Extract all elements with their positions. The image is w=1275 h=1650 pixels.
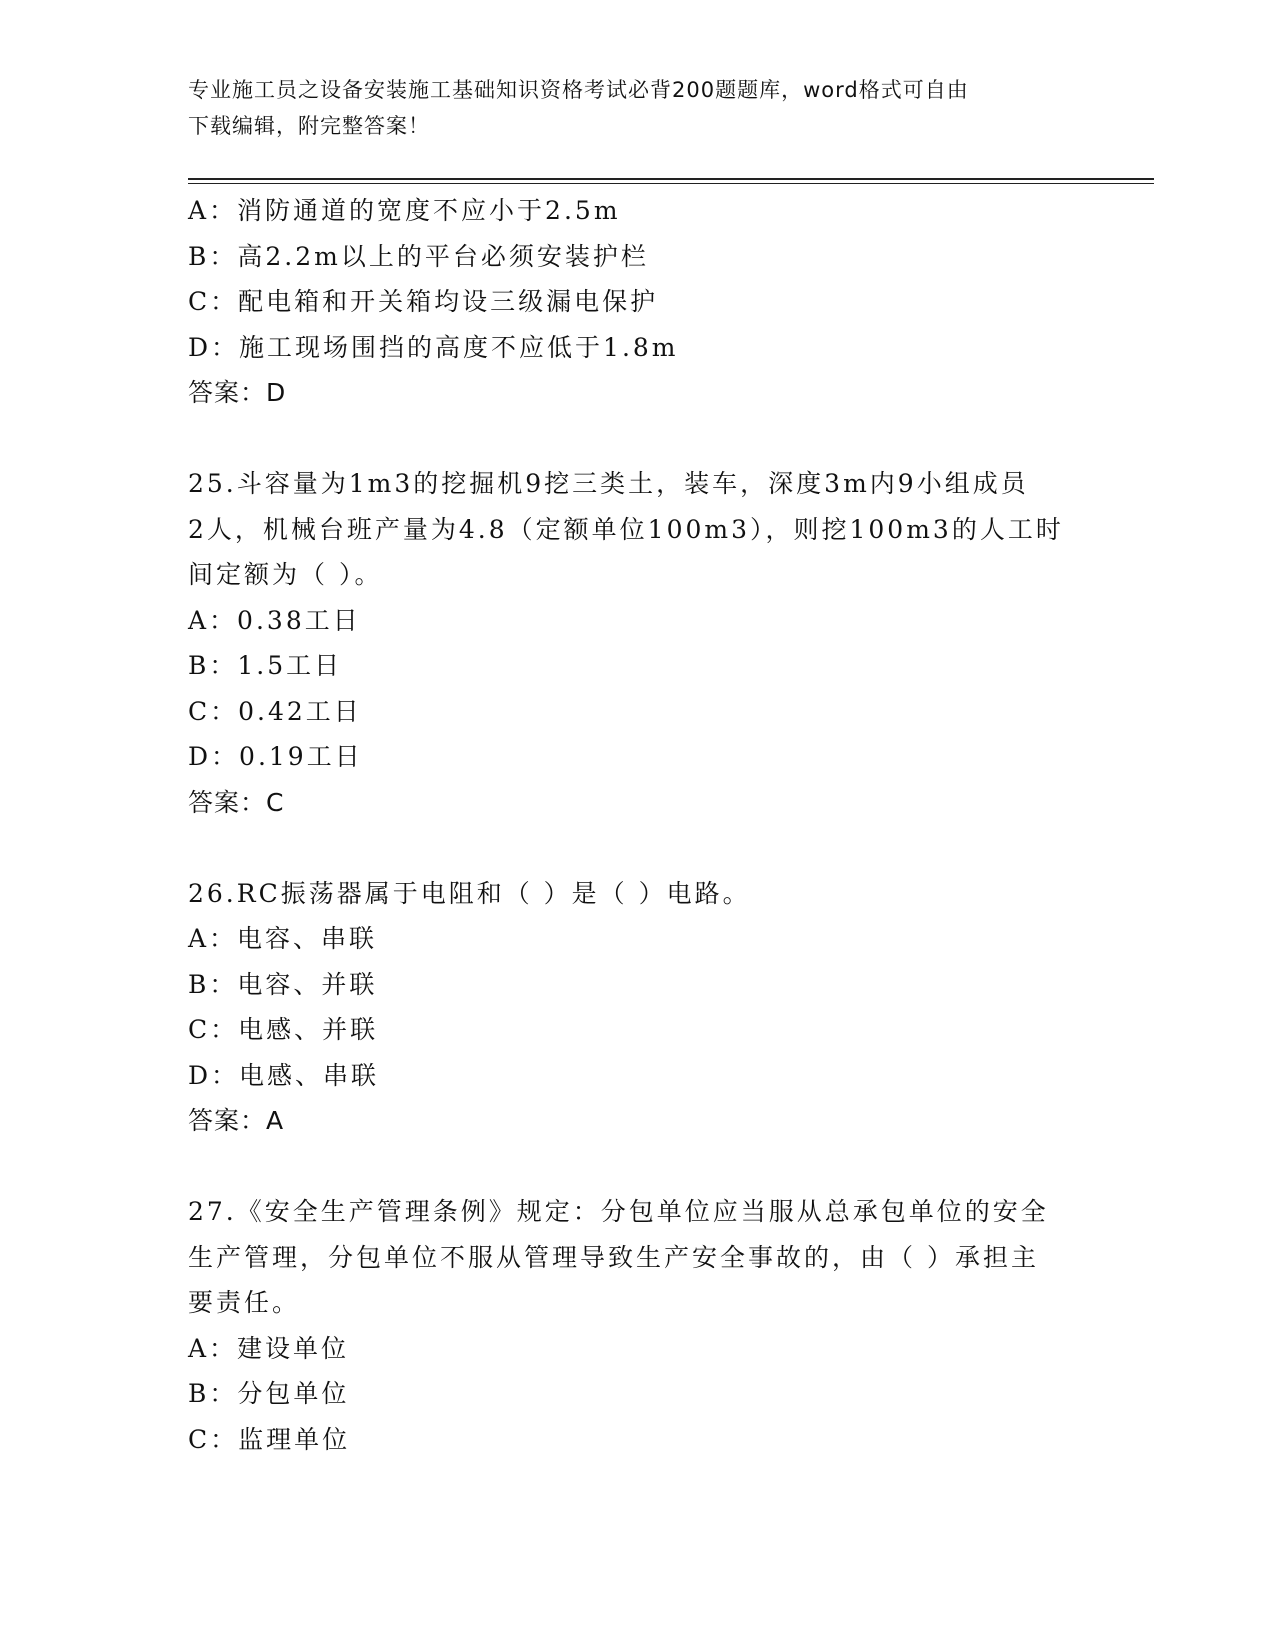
spacer (188, 416, 1088, 462)
spacer (188, 1144, 1088, 1190)
header-divider-thin (188, 183, 1154, 184)
option-b: B：电容、并联 (188, 969, 378, 999)
question-stem-line: 生产管理，分包单位不服从管理导致生产安全事故的，由（ ）承担主 (188, 1242, 1039, 1272)
answer-line: 答案：C (188, 787, 285, 817)
question-25 (188, 461, 1088, 825)
answer-line: 答案：A (188, 1106, 285, 1135)
option-c: C：监理单位 (188, 1424, 351, 1454)
option-a: A：消防通道的宽度不应小于2.5m (188, 196, 621, 225)
question-26 (188, 871, 1088, 1144)
header-title-line-1: 专业施工员之设备安装施工基础知识资格考试必背200题题库，word格式可自由 (188, 78, 969, 102)
option-a: A：建设单位 (188, 1333, 350, 1363)
option-a: A：电容、串联 (188, 924, 378, 953)
document-body (188, 188, 1088, 1462)
option-d: D：施工现场围挡的高度不应低于1.8m (188, 332, 679, 362)
header-title-line-2: 下载编辑，附完整答案！ (188, 114, 430, 138)
question-stem-line: 26.RC振荡器属于电阻和（ ）是（ ）电路。 (188, 878, 751, 908)
option-c: C：配电箱和开关箱均设三级漏电保护 (188, 287, 659, 316)
option-b: B：分包单位 (188, 1379, 350, 1408)
option-a: A：0.38工日 (188, 605, 361, 635)
option-b: B：1.5工日 (188, 651, 343, 680)
page-header (188, 72, 1068, 144)
question-stem-line: 间定额为（ ）。 (188, 560, 383, 589)
spacer (188, 825, 1088, 871)
question-stem-line: 2人，机械台班产量为4.8（定额单位100m3），则挖100m3的人工时 (188, 514, 1064, 544)
question-stem-line: 25.斗容量为1m3的挖掘机9挖三类土，装车，深度3m内9小组成员 (188, 469, 1029, 498)
question-24 (188, 188, 1088, 416)
header-divider (188, 178, 1154, 180)
question-stem-line: 要责任。 (188, 1288, 301, 1317)
question-27 (188, 1189, 1088, 1462)
option-d: D：0.19工日 (188, 742, 363, 771)
question-stem-line: 27.《安全生产管理条例》规定：分包单位应当服从总承包单位的安全 (188, 1197, 1049, 1226)
option-b: B：高2.2m以上的平台必须安装护栏 (188, 241, 649, 271)
option-c: C：0.42工日 (188, 696, 362, 726)
option-d: D：电感、串联 (188, 1060, 380, 1090)
option-c: C：电感、并联 (188, 1015, 379, 1044)
answer-line: 答案：D (188, 378, 287, 407)
